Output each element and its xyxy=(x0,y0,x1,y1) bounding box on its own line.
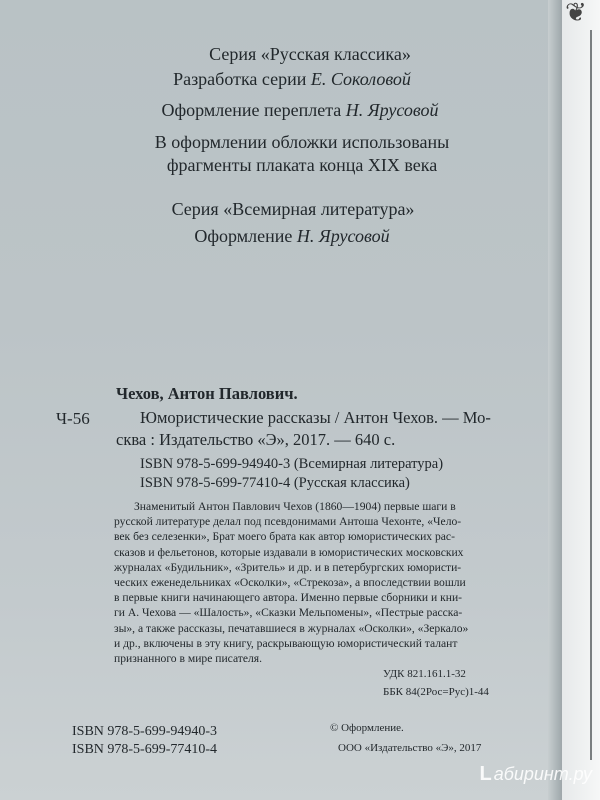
bbk-code: ББК 84(2Рос=Рус)1-44 xyxy=(383,686,489,698)
annotation xyxy=(114,499,524,666)
annotation-line: Знаменитый Антон Павлович Чехов (1860—1904) первые шаги в xyxy=(134,500,456,513)
catalog-title-line1: Юмористические рассказы / Антон Чехов. — Мо- xyxy=(140,408,491,427)
catalog-author: Чехов, Антон Павлович. xyxy=(116,384,298,403)
catalog-isbn2: ISBN 978-5-699-77410-4 (Русская классика) xyxy=(140,475,410,491)
book-cover xyxy=(562,0,600,800)
ornament-icon: ❦ xyxy=(565,0,587,27)
cover-border-line xyxy=(590,30,592,760)
series-world-literature: Серия «Всемирная литература» xyxy=(171,199,415,219)
annotation-line: сказов и фельетонов, которые издавали в юмористических московских xyxy=(114,545,464,559)
annotation-line: ческих еженедельниках «Осколки», «Стрекоза», а впоследствии вошли xyxy=(114,576,466,590)
annotation-line: и др., включены в эту книгу, раскрывающую юмористический талант xyxy=(114,636,458,650)
catalog-index: Ч-56 xyxy=(56,409,90,428)
annotation-line: журналах «Будильник», «Зритель» и др. и в петербургских юмористи- xyxy=(114,560,462,574)
catalog-title-line2: сква : Издательство «Э», 2017. — 640 с. xyxy=(116,430,396,449)
watermark xyxy=(480,763,593,786)
annotation-line: зы», а также рассказы, печатавшиеся в журналах «Осколки», «Зеркало» xyxy=(114,621,469,635)
binding-design: Оформление переплета Н. Ярусовой xyxy=(161,100,439,120)
annotation-line: русской литературе делал под псевдонимами Антоша Чехонте, «Чело- xyxy=(114,515,462,529)
udk-code: УДК 821.161.1-32 xyxy=(383,668,466,680)
cover-note-line2: фрагменты плаката конца XIX века xyxy=(166,155,438,175)
series-russian-classic: Серия «Русская классика» xyxy=(209,44,411,64)
cover-note-line1: В оформлении обложки использованы xyxy=(154,132,450,152)
catalog-isbn1: ISBN 978-5-699-94940-3 (Всемирная литература) xyxy=(140,456,444,472)
annotation-line: признанного в мире писателя. xyxy=(114,652,263,666)
series-developer: Разработка серии Е. Соколовой xyxy=(173,69,411,89)
footer-isbn1: ISBN 978-5-699-94940-3 xyxy=(72,724,218,739)
footer-isbn2: ISBN 978-5-699-77410-4 xyxy=(72,742,218,757)
watermark-text: абиринт.ру xyxy=(493,764,592,784)
labirint-logo-icon: L xyxy=(479,763,492,785)
annotation-line: в первые книги начинающего автора. Именно первые сборники и кни- xyxy=(114,591,463,605)
footer-copyright2: ООО «Издательство «Э», 2017 xyxy=(338,742,482,754)
annotation-line: век без селезенки», Брат моего брата как автор юмористических рас- xyxy=(114,530,455,544)
design-credit: Оформление Н. Ярусовой xyxy=(194,226,390,246)
footer-copyright1: © Оформление. xyxy=(330,722,404,734)
page-edge xyxy=(548,0,562,800)
annotation-line: ги А. Чехова — «Шалость», «Сказки Мельпомены», «Пестрые расска- xyxy=(114,606,463,620)
